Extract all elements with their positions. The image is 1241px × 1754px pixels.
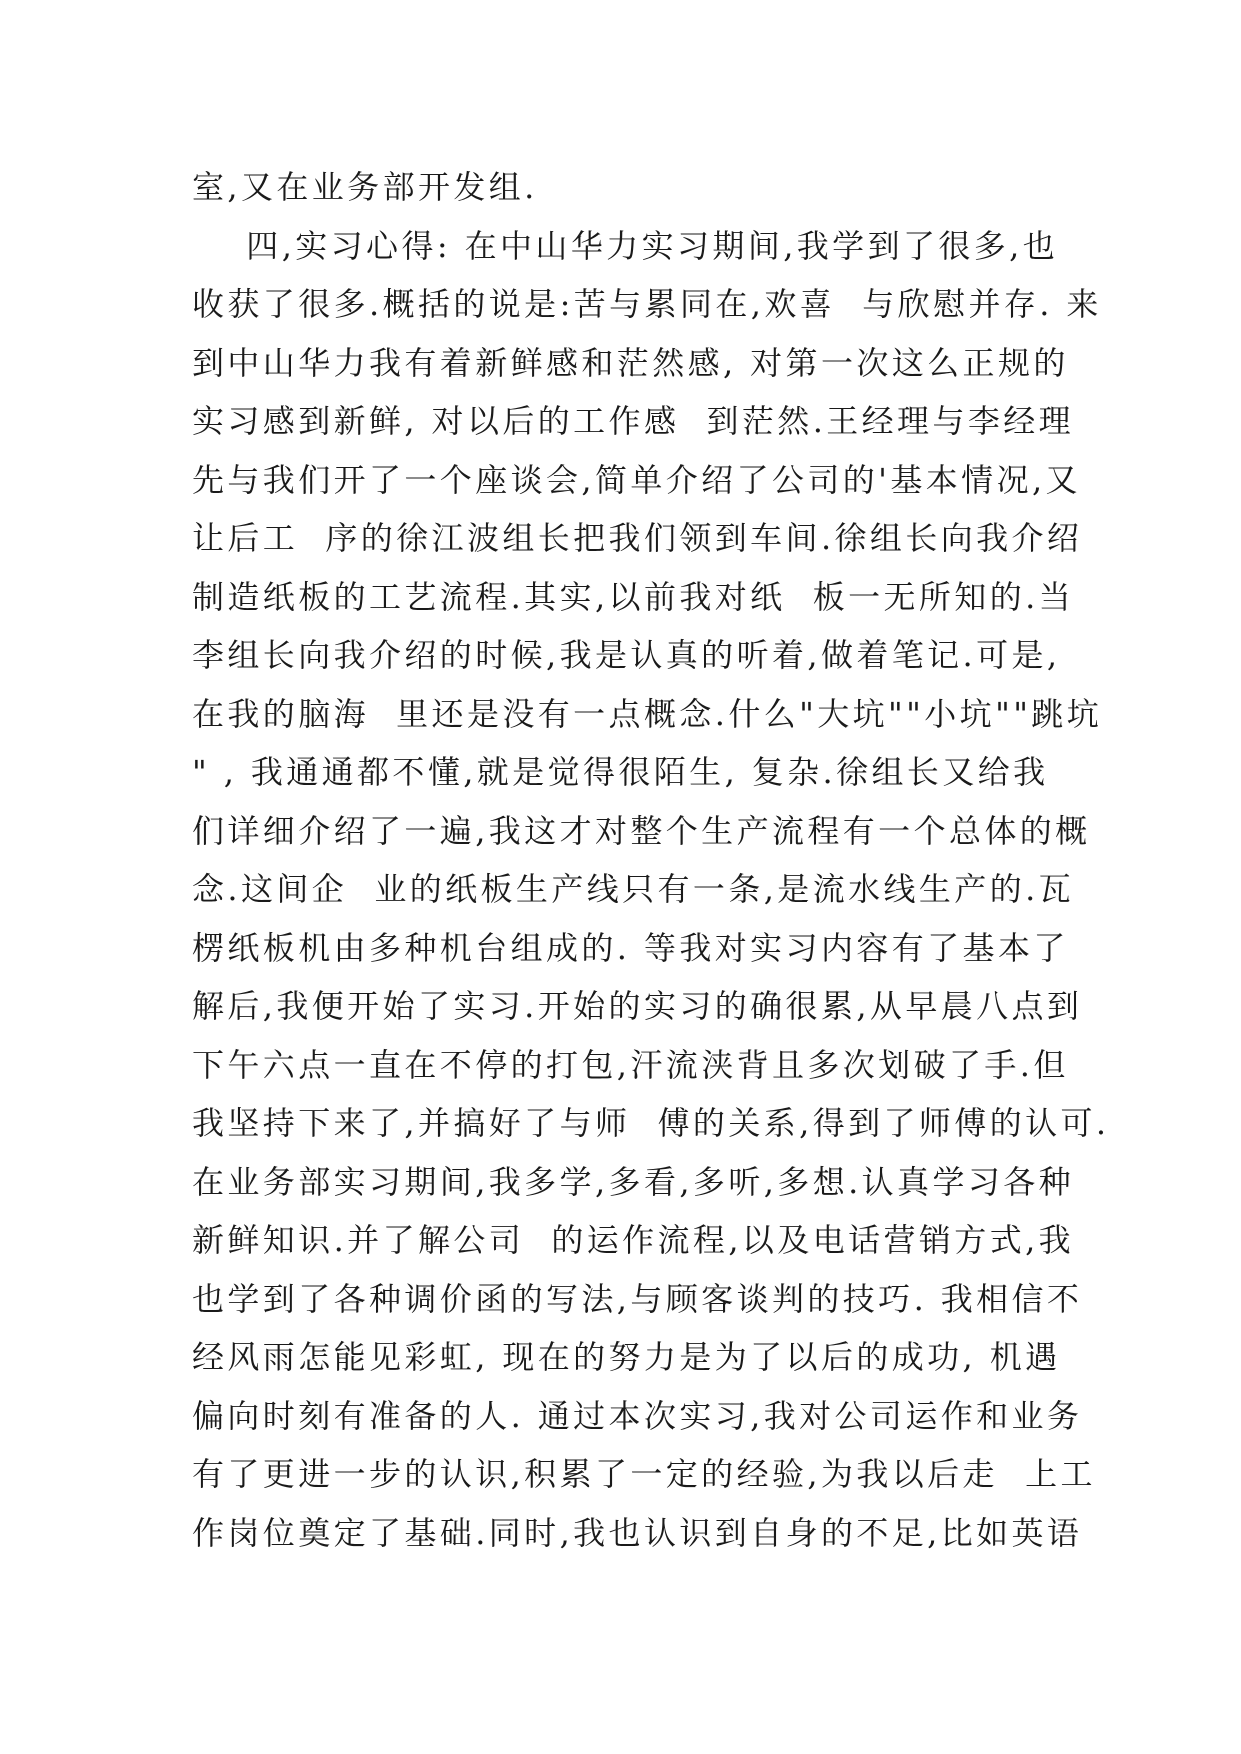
text-line: 经风雨怎能见彩虹, 现在的努力是为了以后的成功, 机遇 — [192, 1338, 1061, 1376]
text-line: 下午六点一直在不停的打包,汗流浃背且多次划破了手.但 — [192, 1045, 1069, 1084]
text-line: 作岗位奠定了基础.同时,我也认识到自身的不足,比如英语 — [192, 1513, 1083, 1552]
text-line: 在我的脑海 里还是没有一点概念.什么"大坑""小坑""跳坑 — [192, 694, 1103, 733]
text-line: 到中山华力我有着新鲜感和茫然感, 对第一次这么正规的 — [192, 343, 1069, 382]
text-line: 也学到了各种调价函的写法,与顾客谈判的技巧. 我相信不 — [192, 1279, 1083, 1318]
text-line: 们详细介绍了一遍,我这才对整个生产流程有一个总体的概 — [192, 811, 1091, 850]
text-line: 四,实习心得: 在中山华力实习期间,我学到了很多,也 — [192, 226, 1059, 265]
text-line: 楞纸板机由多种机台组成的. 等我对实习内容有了基本了 — [192, 928, 1069, 967]
text-line: 解后,我便开始了实习.开始的实习的确很累,从早晨八点到 — [192, 987, 1083, 1025]
text-line: 偏向时刻有准备的人. 通过本次实习,我对公司运作和业务 — [192, 1396, 1083, 1435]
text-line: 我坚持下来了,并搞好了与师 傅的关系,得到了师傅的认可. — [192, 1104, 1110, 1142]
text-line: 李组长向我介绍的时候,我是认真的听着,做着笔记.可是, — [192, 636, 1061, 674]
text-line: 念.这间企 业的纸板生产线只有一条,是流水线生产的.瓦 — [192, 870, 1075, 908]
text-line: 制造纸板的工艺流程.其实,以前我对纸 板一无所知的.当 — [192, 577, 1075, 616]
text-line: 有了更进一步的认识,积累了一定的经验,为我以后走 上工 — [192, 1455, 1096, 1493]
text-line: 在业务部实习期间,我多学,多看,多听,多想.认真学习各种 — [192, 1162, 1075, 1201]
text-line: 先与我们开了一个座谈会,简单介绍了公司的'基本情况,又 — [192, 460, 1081, 499]
text-line: 新鲜知识.并了解公司 的运作流程,以及电话营销方式,我 — [192, 1221, 1075, 1259]
text-line: 实习感到新鲜, 对以后的工作感 到茫然.王经理与李经理 — [192, 402, 1075, 440]
text-line: 室,又在业务部开发组. — [192, 168, 538, 206]
body-text — [192, 158, 1110, 1562]
text-line: " , 我通通都不懂,就是觉得很陌生, 复杂.徐组长又给我 — [192, 753, 1049, 791]
text-line: 收获了很多.概括的说是:苦与累同在,欢喜 与欣慰并存. 来 — [192, 285, 1102, 323]
text-line: 让后工 序的徐江波组长把我们领到车间.徐组长向我介绍 — [192, 519, 1083, 557]
